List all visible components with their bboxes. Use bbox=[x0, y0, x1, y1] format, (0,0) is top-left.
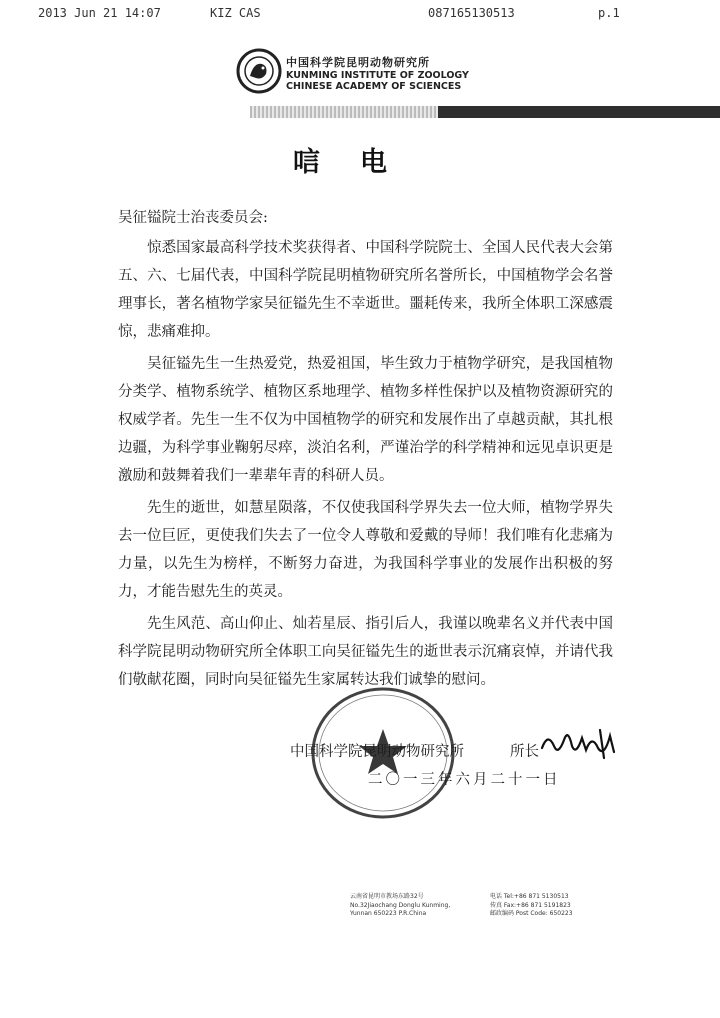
footer-address-cn: 云南省昆明市教场东路32号 bbox=[350, 893, 424, 900]
signing-institute: 中国科学院昆明动物研究所 bbox=[290, 744, 464, 760]
paragraph-2: 吴征镒先生一生热爱党，热爱祖国，毕生致力于植物学研究，是我国植物分类学、植物系统学、植物区系地理学、植物多样性保护以及植物资源研究的权威学者。先生一生不仅为中国植物学的研究和发展作出了卓越贡献，其扎根边疆，为科学事业鞠躬尽瘁，淡泊名利，严谨治学的科学精神和远见卓识更是激励和鼓舞着我们一辈辈年青的科研人员。 bbox=[118, 356, 613, 484]
footer-address-en-1: No.32Jiaochang Donglu Kunming, bbox=[350, 901, 451, 909]
fax-header bbox=[0, 4, 720, 24]
addressee: 吴征镒院士治丧委员会: bbox=[118, 210, 268, 226]
signer-title: 所长 bbox=[510, 744, 539, 760]
letterhead-name-cn: 中国科学院昆明动物研究所 bbox=[286, 56, 430, 69]
letter-body bbox=[118, 234, 613, 698]
institute-logo-icon bbox=[236, 48, 282, 94]
fax-sender: KIZ CAS bbox=[210, 6, 261, 20]
footer-tel: 电话 Tel:+86 871 5130513 bbox=[490, 893, 569, 900]
footer-address-en-2: Yunnan 650223 P.R.China bbox=[350, 910, 427, 917]
letterhead-name-en-2: CHINESE ACADEMY OF SCIENCES bbox=[286, 81, 462, 92]
letterhead bbox=[236, 48, 496, 104]
signing-date: 二〇一三年六月二十一日 bbox=[368, 772, 561, 788]
document-title: 唁电 bbox=[293, 147, 427, 178]
signature-block bbox=[290, 740, 630, 788]
paragraph-1: 惊悉国家最高科学技术奖获得者、中国科学院院士、全国人民代表大会第五、六、七届代表，中国科学院昆明植物研究所名誉所长，中国植物学会名誉理事长，著名植物学家吴征镒先生不幸逝世。噩耗传来，我所全体职工深感震惊，悲痛难抑。 bbox=[118, 240, 613, 340]
letterhead-name-en-1: KUNMING INSTITUTE OF ZOOLOGY bbox=[286, 70, 469, 81]
fax-timestamp: 2013 Jun 21 14:07 bbox=[38, 6, 161, 20]
fax-phone: 087165130513 bbox=[428, 6, 515, 20]
fax-page-number: p.1 bbox=[598, 6, 620, 20]
footer-fax: 传真 Fax:+86 871 5191823 bbox=[490, 901, 571, 909]
handwritten-signature bbox=[538, 722, 628, 762]
footer-postcode: 邮政编码 Post Code: 650223 bbox=[490, 910, 573, 917]
letterhead-divider bbox=[250, 106, 720, 118]
paragraph-3: 先生的逝世，如慧星陨落，不仅使我国科学界失去一位大师，植物学界失去一位巨匠，更使我们失去了一位令人尊敬和爱戴的导师！我们唯有化悲痛为力量，以先生为榜样，不断努力奋进，为我国科学事业的发展作出积极的努力，才能告慰先生的英灵。 bbox=[118, 500, 613, 600]
paragraph-4: 先生风范、高山仰止、灿若星辰、指引后人，我谨以晚辈名义并代表中国科学院昆明动物研究所全体职工向吴征镒先生的逝世表示沉痛哀悼，并请代我们敬献花圈，同时向吴征镒先生家属转达我们诚挚的慰问。 bbox=[118, 616, 613, 688]
